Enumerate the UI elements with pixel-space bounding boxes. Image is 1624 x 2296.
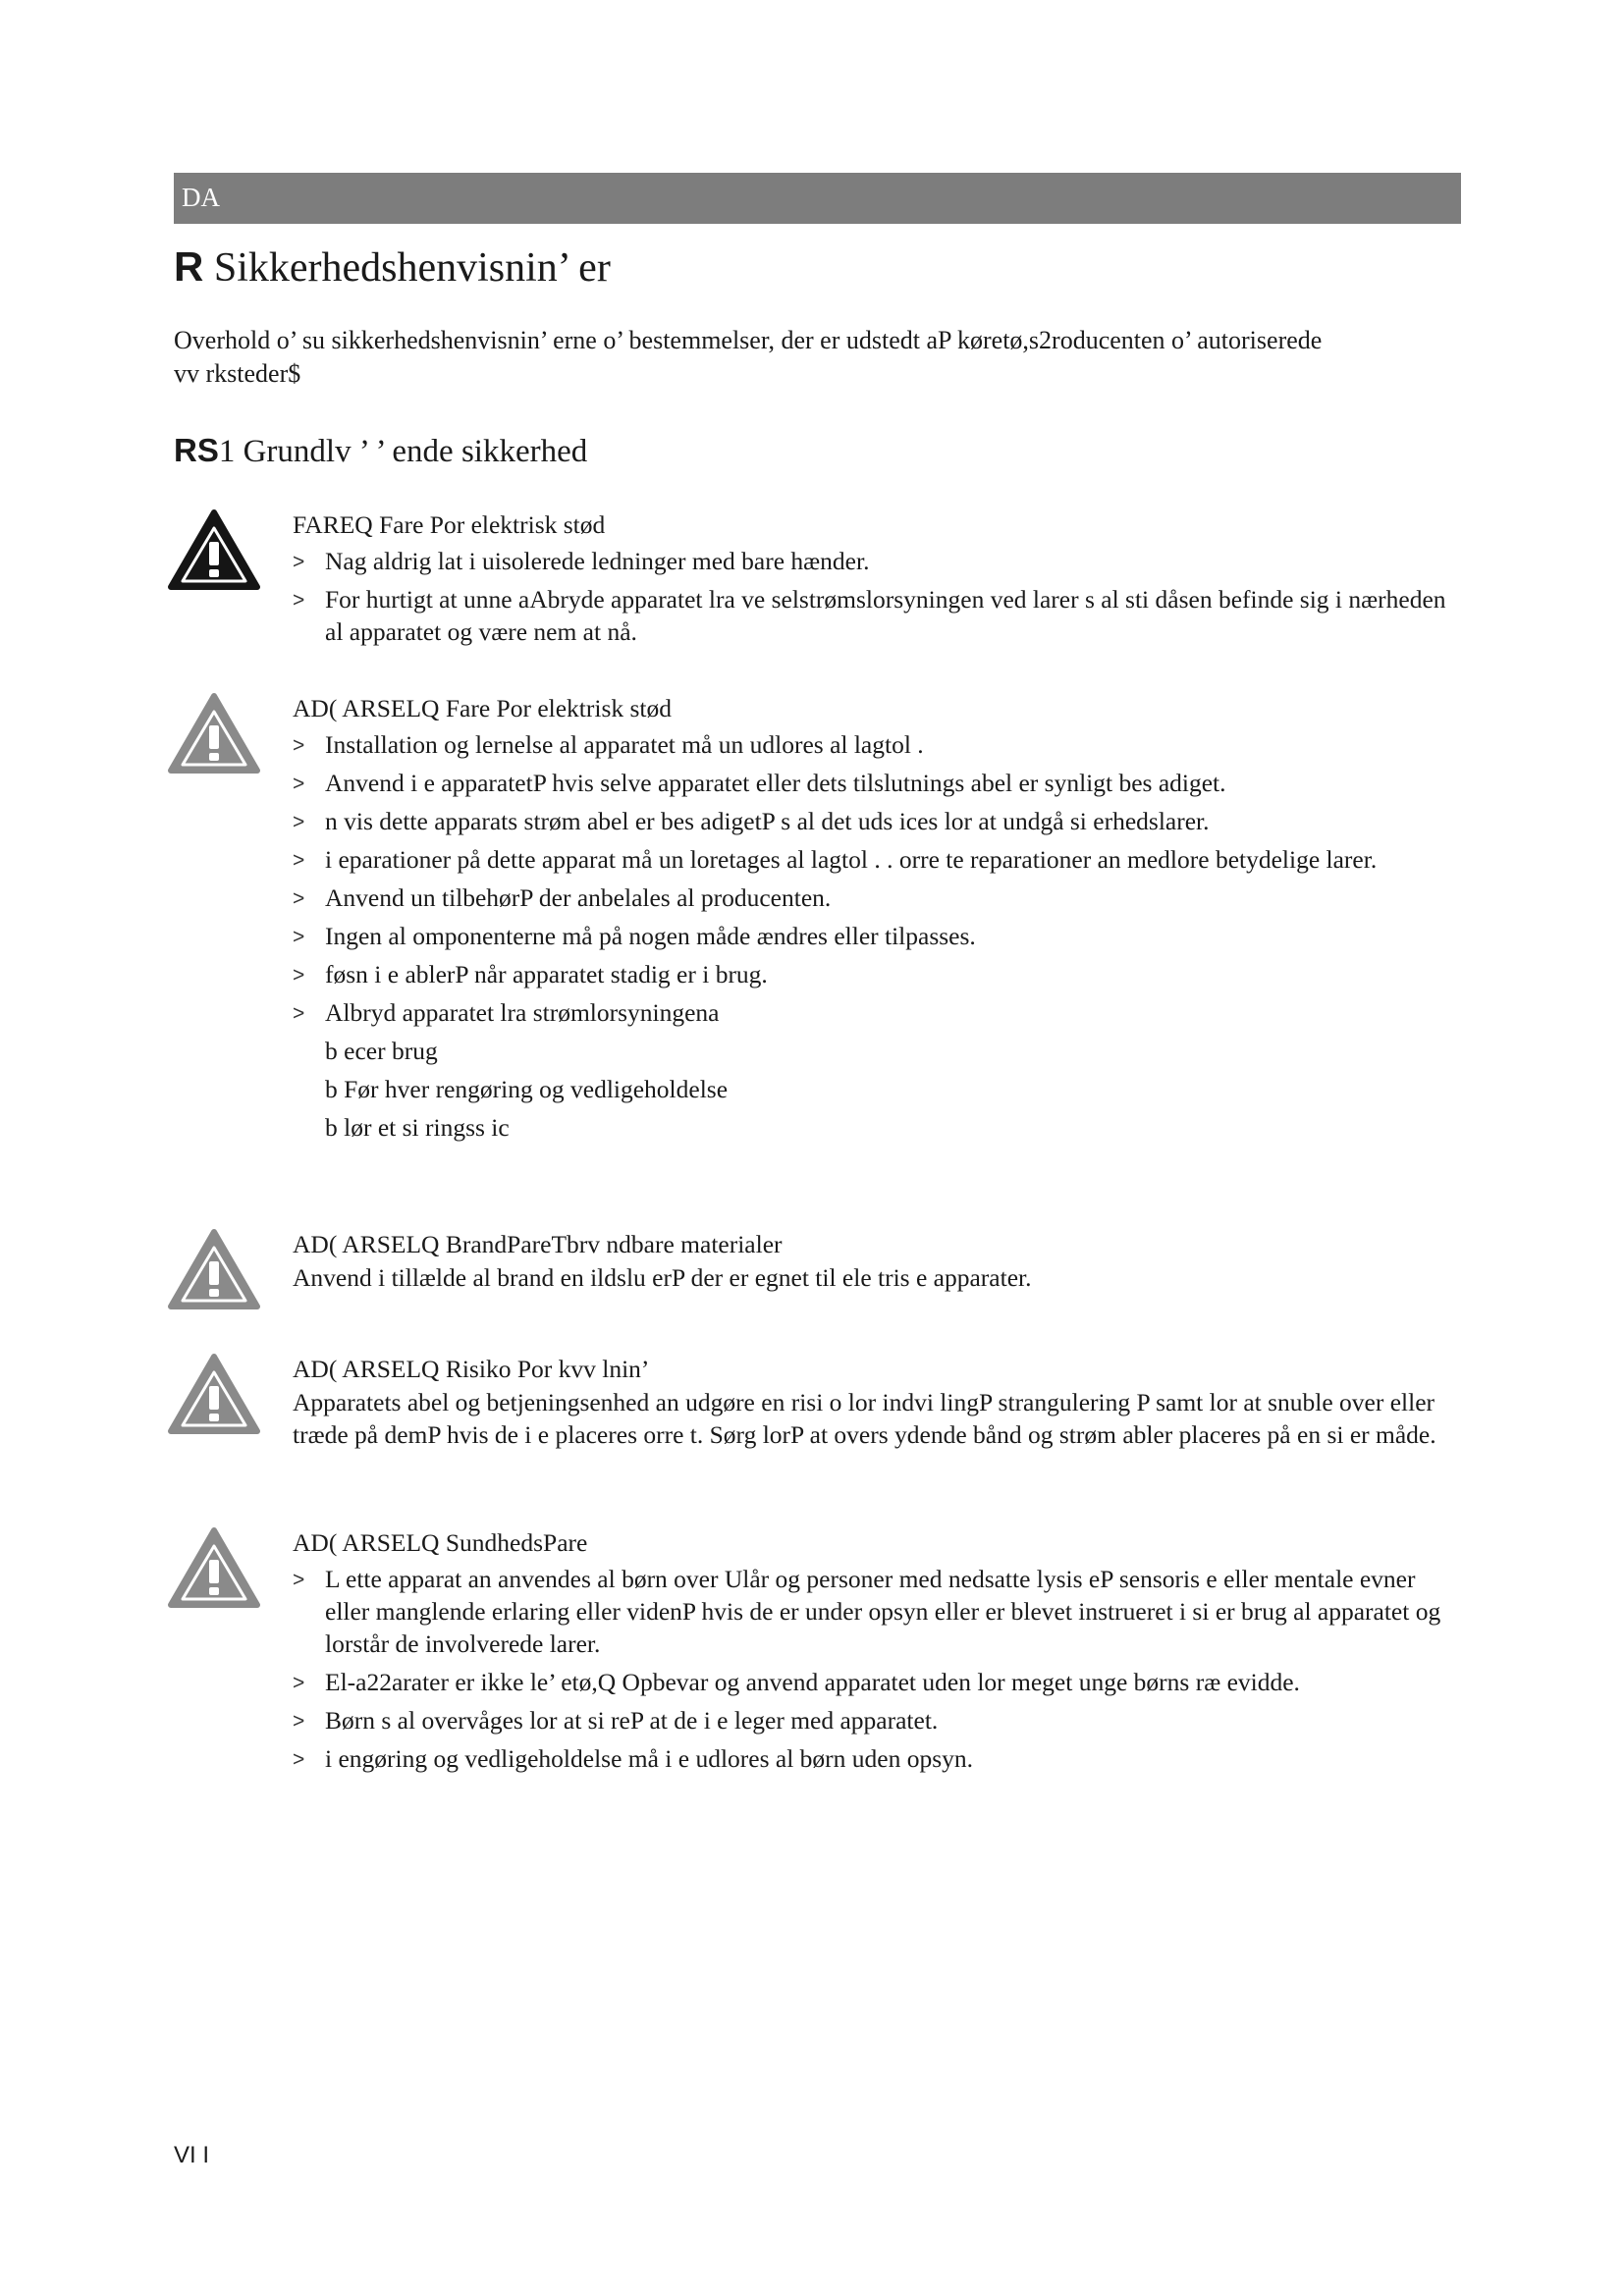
warning-heading: AD( ARSELQ BrandPareTbrv ndbare materialer — [293, 1230, 783, 1258]
section-title — [174, 432, 587, 470]
bullet-item: > i engøring og vedligeholdelse må i e udlores al børn uden opsyn. — [293, 1742, 1451, 1775]
chapter-number: R — [174, 243, 204, 290]
bullet-item: > Nag aldrig lat i uisolerede ledninger med bare hænder. — [293, 545, 1451, 577]
bullet-item: > L ette apparat an anvendes al børn over Ulår og personer med nedsatte lysis eP sensoris e eller mentale evner eller manglende erlaring eller videnP hvis de er under opsyn eller er blevet instrueret i si er brug al apparatet og lorstår de involverede larer. — [293, 1563, 1451, 1660]
intro-paragraph: Overhold o’ su sikkerhedshenvisnin’ erne o’ bestemmelser, der er udstedt aP køretø,s2roducenten o’ autoriserede vv rksteder$ — [174, 326, 1323, 388]
bullet-item: > El-a22arater er ikke le’ etø,Q Opbevar og anvend apparatet uden lor meget unge børns ræ evidde. — [293, 1666, 1451, 1698]
warning-heading: AD( ARSELQ Risiko Por kvv lnin’ — [293, 1355, 650, 1383]
sub-item: b Før hver rengøring og vedligeholdelse — [325, 1075, 729, 1103]
bullet-item: > Ingen al omponenterne må på nogen måde ændres eller tilpasses. — [293, 920, 1451, 952]
warning-triangle-icon — [167, 1228, 261, 1310]
warning-triangle-icon — [167, 1526, 261, 1609]
sub-item: b lør et si ringss ic — [325, 1113, 510, 1142]
warning-bullets — [293, 728, 1451, 1029]
bullet-item: > n vis dette apparats strøm abel er bes adigetP s al det uds ices lor at undgå si erhedslarer. — [293, 805, 1451, 837]
warning-heading: AD( ARSELQ SundhedsPare — [293, 1528, 588, 1557]
bullet-item: > Anvend i e apparatetP hvis selve apparatet eller dets tilslutnings abel er synligt bes adiget. — [293, 767, 1451, 799]
disconnect-conditions — [293, 1035, 1451, 1144]
bullet-item: > Albryd apparatet lra strømlorsyningena — [293, 996, 1451, 1029]
page-number: VI I — [174, 2142, 210, 2168]
warning-triangle-icon — [167, 692, 261, 774]
page-title — [174, 243, 611, 292]
warning-text: Anvend i tillælde al brand en ildslu erP der er egnet til ele tris e apparater. — [293, 1263, 1032, 1292]
warning-bullets — [293, 545, 1451, 648]
warning-heading: AD( ARSELQ Fare Por elektrisk stød — [293, 694, 673, 722]
bullet-item: > Børn s al overvåges lor at si reP at de i e leger med apparatet. — [293, 1704, 1451, 1736]
bullet-item: > For hurtigt at unne aAbryde apparatet lra ve selstrømslorsyningen ved larer s al sti dåsen befinde sig i nærheden al apparatet og være nem at nå. — [293, 583, 1451, 648]
bullet-item: > i eparationer på dette apparat må un loretages al lagtol . . orre te reparationer an medlore betydelige larer. — [293, 843, 1451, 876]
section-number: RS — [174, 432, 219, 468]
language-code: DA — [182, 183, 220, 212]
language-header-bar — [174, 173, 1461, 224]
bullet-item: > Installation og lernelse al apparatet må un udlores al lagtol . — [293, 728, 1451, 761]
bullet-item: > føsn i e ablerP når apparatet stadig er i brug. — [293, 958, 1451, 990]
warning-triangle-icon — [167, 1353, 261, 1435]
warning-text: Apparatets abel og betjeningsenhed an udgøre en risi o lor indvi lingP strangulering P samt lor at snuble over eller træde på demP hvis de i e placeres orre t. Sørg lorP at overs ydende bånd og strøm abler placeres på en si er måde. — [293, 1388, 1436, 1449]
warning-heading: FAREQ Fare Por elektrisk stød — [293, 510, 606, 539]
section-title-text: 1 Grundlv ’ ’ ende sikkerhed — [218, 434, 588, 469]
warning-bullets — [293, 1563, 1451, 1775]
bullet-item: > Anvend un tilbehørP der anbelales al producenten. — [293, 881, 1451, 914]
warning-triangle-icon — [167, 508, 261, 591]
chapter-title: Sikkerhedshenvisnin’ er — [213, 245, 611, 291]
sub-item: b ecer brug — [325, 1037, 438, 1065]
